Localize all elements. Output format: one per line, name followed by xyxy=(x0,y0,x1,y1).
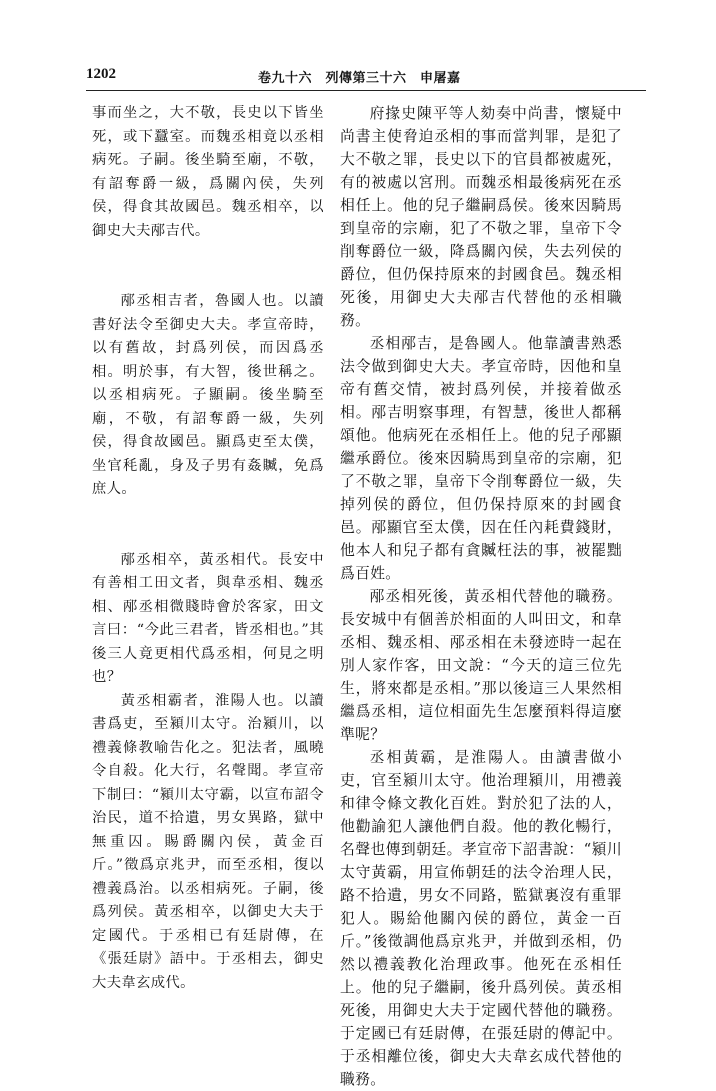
right-paragraph-3: 邴丞相死後，黃丞相代替他的職務。長安城中有個善於相面的人叫田文，和韋丞相、魏丞相、邴丞相在未發迹時一起在別人家作客，田文說：“今天的這三位先生，將來都是丞相。”那以後這三人果然相繼爲丞相，這位相面先生怎麼預料得這麼準呢？ xyxy=(340,588,622,743)
running-head: 卷九十六 列傳第三十六 申屠嘉 xyxy=(258,71,461,86)
left-paragraph-4: 黃丞相霸者，淮陽人也。以讀書爲吏，至潁川太守。治潁川，以禮義條教喻告化之。犯法者，風曉令自殺。化大行，名聲聞。孝宣帝下制曰：“潁川太守霸，以宣布詔令治民，道不拾遺，男女異路，獄中無重囚。賜爵關內侯，黃金百斤。”徵爲京兆尹，而至丞相，復以禮義爲治。以丞相病死。子嗣，後爲列侯。黃丞相卒，以御史大夫于定國代。于丞相已有廷尉傳，在《張廷尉》語中。于丞相去，御史大夫韋玄成代。 xyxy=(92,692,324,991)
right-column-translation xyxy=(340,102,622,1091)
section-spacer xyxy=(92,502,324,549)
page-header xyxy=(86,66,646,86)
page-number: 1202 xyxy=(86,66,116,82)
right-paragraph-4: 丞相黃霸，是淮陽人。由讀書做小吏，官至潁川太守。他治理潁川，用禮義和律令條文教化百姓。對於犯了法的人，他勸諭犯人讓他們自殺。他的教化暢行，名聲也傳到朝廷。孝宣帝下詔書說：“潁川太守黃霸，用宣佈朝廷的法令治理人民，路不拾遺，男女不同路，監獄裏沒有重罪犯人。賜給他關內侯的爵位，黃金一百斤。”後徵調他爲京兆尹，并做到丞相，仍然以禮義教化治理政事。他死在丞相任上。他的兒子繼嗣，後升爲列侯。黃丞相死後，用御史大夫于定國代替他的職務。于定國已有廷尉傳，在張廷尉的傳記中。于丞相離位後，御史大夫韋玄成代替他的職務。 xyxy=(340,749,622,1088)
right-paragraph-1: 府掾史陳平等人劾奏中尚書，懷疑中尚書主使脅迫丞相的事而當判罪，是犯了大不敬之罪，長史以下的官員都被處死，有的被處以宮刑。而魏丞相最後病死在丞相任上。他的兒子繼嗣爲侯。後來因騎馬到皇帝的宗廟，犯了不敬之罪，皇帝下令削奪爵位一級，降爲關內侯，失去列侯的爵位，但仍保持原來的封國食邑。魏丞相死後，用御史大夫邴吉代替他的丞相職務。 xyxy=(340,105,622,329)
left-column-classical-text xyxy=(92,102,324,995)
left-paragraph-2: 邴丞相吉者，魯國人也。以讀書好法令至御史大夫。孝宣帝時，以有舊故，封爲列侯，而因爲丞相。明於事，有大智，後世稱之。以丞相病死。子顯嗣。後坐騎至廟，不敬，有詔奪爵一級，失列侯，得食故國邑。顯爲吏至太僕，坐官秏亂，身及子男有姦贓，免爲庶人。 xyxy=(92,293,324,497)
left-paragraph-1: 事而坐之，大不敬，長史以下皆坐死，或下蠶室。而魏丞相竟以丞相病死。子嗣。後坐騎至廟，不敬，有詔奪爵一級，爲關內侯，失列侯，得食其故國邑。魏丞相卒，以御史大夫邴吉代。 xyxy=(92,105,324,239)
header-rule xyxy=(86,90,646,91)
right-paragraph-2: 丞相邴吉，是魯國人。他靠讀書熟悉法令做到御史大夫。孝宣帝時，因他和皇帝有舊交情，被封爲列侯，并接着做丞相。邴吉明察事理，有智慧，後世人都稱頌他。他病死在丞相任上。他的兒子邴顯繼承爵位。後來因騎馬到皇帝的宗廟，犯了不敬之罪，皇帝下令削奪爵位一級，失掉列侯的爵位，但仍保持原來的封國食邑。邴顯官至太僕，因在任內耗費錢財，他本人和兒子都有貪贓枉法的事，被罷黜爲百姓。 xyxy=(340,335,622,582)
section-spacer xyxy=(92,243,324,290)
left-paragraph-3: 邴丞相卒，黃丞相代。長安中有善相工田文者，與韋丞相、魏丞相、邴丞相微賤時會於客家，田文言曰：“今此三君者，皆丞相也。”其後三人竟更相代爲丞相，何見之明也？ xyxy=(92,551,324,685)
